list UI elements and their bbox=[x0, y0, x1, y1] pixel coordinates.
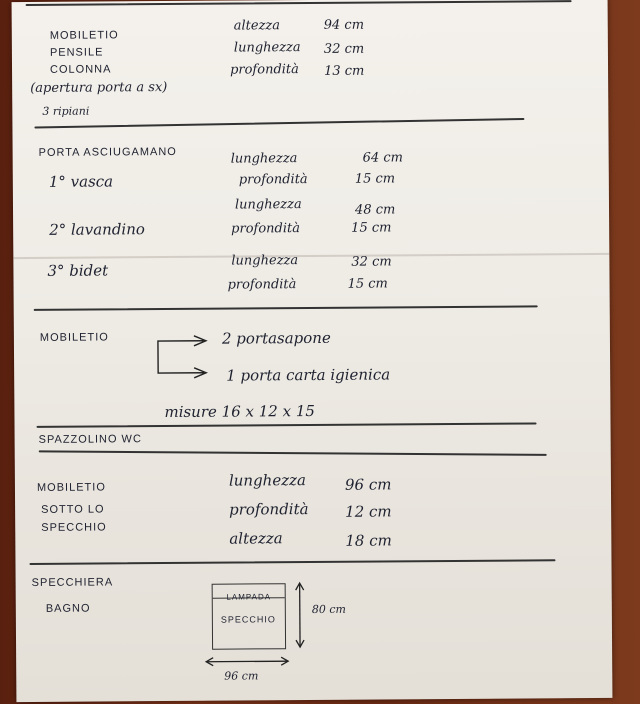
section5-dim-name: profondità bbox=[229, 500, 309, 519]
section2-dim-name: lunghezza bbox=[234, 197, 302, 213]
section1-dim-value: 13 cm bbox=[324, 63, 365, 79]
mirror-width: 96 cm bbox=[224, 669, 259, 683]
section1-dim-name: altezza bbox=[233, 18, 281, 34]
mirror-height: 80 cm bbox=[311, 602, 346, 617]
section5-label-line3: SPECCHIO bbox=[41, 521, 107, 534]
section2-dim-name: lunghezza bbox=[230, 151, 298, 167]
section5-dim-name: altezza bbox=[229, 529, 283, 548]
section2-dim-value: 32 cm bbox=[351, 254, 392, 270]
section3-item2: 1 porta carta igienica bbox=[226, 365, 391, 385]
mirror-label: SPECCHIO bbox=[220, 614, 276, 625]
section1-dim-name: lunghezza bbox=[233, 40, 301, 56]
section2-title: PORTA ASCIUGAMANO bbox=[38, 145, 177, 159]
section1-label-line2: PENSILE bbox=[49, 46, 104, 59]
section2-dim-name: profondità bbox=[238, 172, 308, 188]
section5-dim-name: lunghezza bbox=[228, 471, 306, 490]
section2-dim-name: profondità bbox=[231, 221, 301, 237]
section6-label-line1: SPECCHIERA bbox=[31, 576, 114, 589]
section5-label-line1: MOBILETIO bbox=[36, 481, 106, 494]
section2-dim-name: lunghezza bbox=[231, 253, 299, 269]
section1-dim-value: 94 cm bbox=[323, 17, 365, 33]
section2-item-label: 3° bidet bbox=[47, 261, 109, 280]
section5-label-line2: SOTTO LO bbox=[41, 503, 105, 516]
section1-note: (apertura porta a sx) bbox=[30, 80, 168, 96]
section2-dim-value: 15 cm bbox=[347, 276, 388, 292]
section2-dim-value: 48 cm bbox=[354, 202, 396, 218]
section2-dim-value: 15 cm bbox=[354, 171, 396, 187]
section3-item1: 2 portasapone bbox=[221, 328, 331, 348]
dimension-arrows bbox=[12, 0, 613, 702]
section3-size: misure 16 x 12 x 15 bbox=[164, 401, 315, 422]
section6-label-line2: BAGNO bbox=[45, 602, 91, 615]
section2-dim-value: 64 cm bbox=[362, 150, 404, 166]
section1-shelves: 3 ripiani bbox=[42, 104, 90, 118]
section5-dim-value: 96 cm bbox=[344, 475, 392, 494]
section5-dim-value: 18 cm bbox=[345, 531, 392, 550]
lamp-label: LAMPADA bbox=[226, 592, 272, 602]
section1-label-line3: COLONNA bbox=[49, 63, 112, 76]
section1-label-line1: MOBILETIO bbox=[49, 29, 119, 42]
section2-item-label: 2° lavandino bbox=[49, 220, 145, 239]
section5-dim-value: 12 cm bbox=[345, 502, 392, 521]
section2-dim-value: 15 cm bbox=[351, 220, 392, 236]
section3-title: MOBILETIO bbox=[39, 331, 109, 344]
section4-title: SPAZZOLINO WC bbox=[38, 433, 142, 446]
section1-dim-value: 32 cm bbox=[323, 41, 365, 57]
section2-item-label: 1° vasca bbox=[48, 172, 114, 191]
section1-dim-name: profondità bbox=[229, 62, 299, 78]
handwritten-note-paper bbox=[12, 0, 613, 702]
section2-dim-name: profondità bbox=[227, 277, 297, 293]
